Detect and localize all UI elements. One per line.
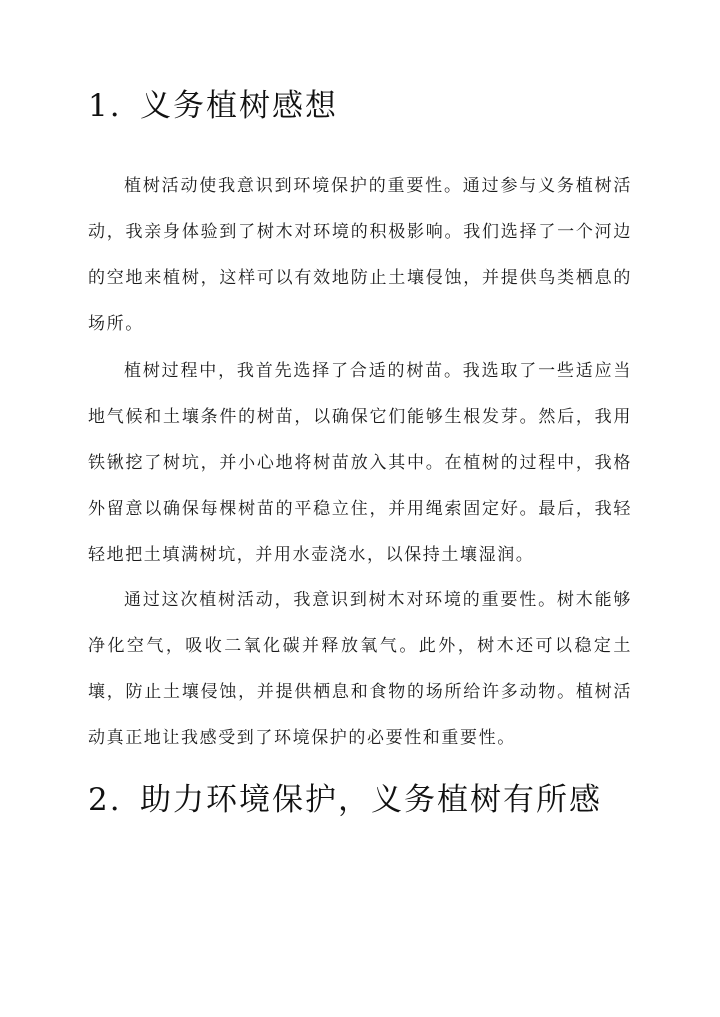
- section-2-heading: [88, 780, 602, 820]
- section-2-number: 2.: [88, 782, 122, 818]
- section-1-title: 义务植树感想: [140, 88, 338, 124]
- section-2-title: 助力环境保护，义务植树有所感: [140, 782, 602, 818]
- section-1-number: 1.: [88, 88, 122, 124]
- section-1-heading: [88, 86, 338, 126]
- section-1-paragraph-2: 植树过程中，我首先选择了合适的树苗。我选取了一些适应当地气候和土壤条件的树苗，以确保它们能够生根发芽。然后，我用铁锹挖了树坑，并小心地将树苗放入其中。在植树的过程中，我格外留意以确保每棵树苗的平稳立住，并用绳索固定好。最后，我轻轻地把土填满树坑，并用水壶浇水，以保持土壤湿润。: [88, 361, 632, 565]
- section-1-paragraph-3: 通过这次植树活动，我意识到树木对环境的重要性。树木能够净化空气，吸收二氧化碳并释放氧气。此外，树木还可以稳定土壤，防止土壤侵蚀，并提供栖息和食物的场所给许多动物。植树活动真正地让我感受到了环境保护的必要性和重要性。: [88, 590, 632, 748]
- section-1-paragraph-1: 植树活动使我意识到环境保护的重要性。通过参与义务植树活动，我亲身体验到了树木对环境的积极影响。我们选择了一个河边的空地来植树，这样可以有效地防止土壤侵蚀，并提供鸟类栖息的场所。: [88, 176, 632, 334]
